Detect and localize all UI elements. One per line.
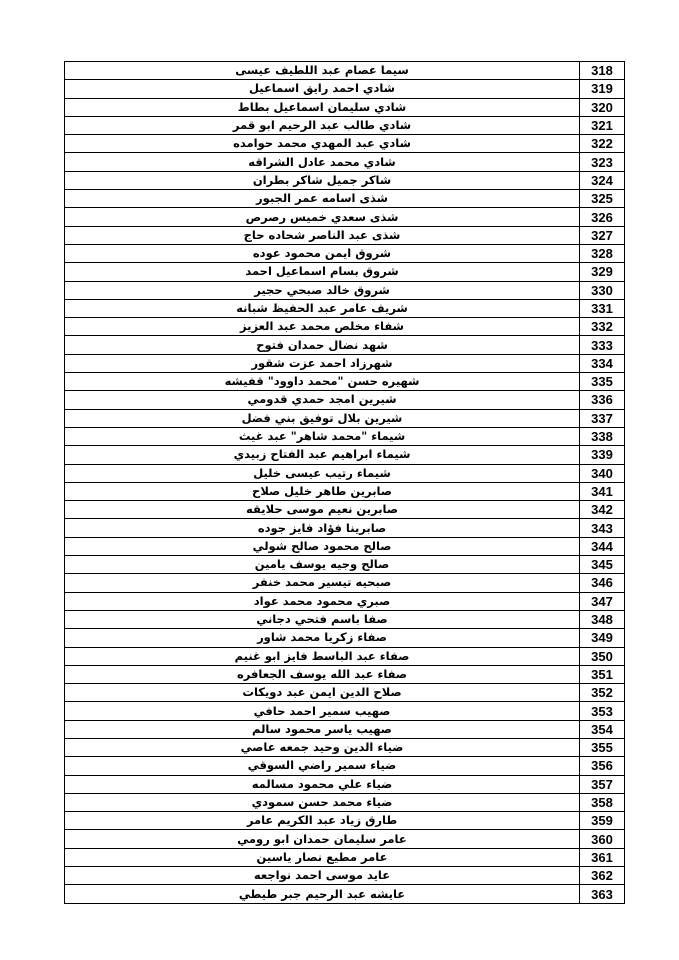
student-name-cell: عامر مطيع نصار ياسين	[65, 848, 580, 866]
student-name-cell: شذى عبد الناصر شحاده حاج	[65, 226, 580, 244]
student-name-cell: صفا باسم فتحي دجاني	[65, 610, 580, 628]
table-row	[65, 116, 625, 134]
row-number-cell: 344	[580, 537, 625, 555]
row-number-cell: 332	[580, 318, 625, 336]
student-name-cell: صهيب ياسر محمود سالم	[65, 720, 580, 738]
row-number-cell: 363	[580, 885, 625, 903]
table-body	[65, 62, 625, 904]
student-name-cell: ضياء علي محمود مسالمه	[65, 775, 580, 793]
student-name-cell: شادي محمد عادل الشراقه	[65, 153, 580, 171]
table-row	[65, 427, 625, 445]
student-name-cell: ضياء الدين وحيد جمعه عاصي	[65, 738, 580, 756]
student-name-cell: صبري محمود محمد عواد	[65, 592, 580, 610]
row-number-cell: 342	[580, 501, 625, 519]
row-number-cell: 327	[580, 226, 625, 244]
table-row	[65, 299, 625, 317]
student-name-cell: عايد موسى احمد نواجعه	[65, 867, 580, 885]
row-number-cell: 326	[580, 208, 625, 226]
student-name-cell: شيرين بلال توفيق بني فضل	[65, 409, 580, 427]
table-row	[65, 702, 625, 720]
row-number-cell: 323	[580, 153, 625, 171]
row-number-cell: 354	[580, 720, 625, 738]
table-row	[65, 519, 625, 537]
student-name-cell: عامر سليمان حمدان ابو رومي	[65, 830, 580, 848]
table-row	[65, 354, 625, 372]
table-row	[65, 830, 625, 848]
table-row	[65, 263, 625, 281]
table-row	[65, 848, 625, 866]
student-name-cell: شيماء ابراهيم عبد الفتاح زبيدي	[65, 446, 580, 464]
student-name-cell: شادي طالب عبد الرحيم ابو قمر	[65, 116, 580, 134]
table-row	[65, 574, 625, 592]
student-name-cell: صابرينا فؤاد فايز جوده	[65, 519, 580, 537]
student-name-cell: شادي سليمان اسماعيل بطاط	[65, 98, 580, 116]
table-row	[65, 775, 625, 793]
table-row	[65, 812, 625, 830]
row-number-cell: 322	[580, 135, 625, 153]
table-row	[65, 793, 625, 811]
table-row	[65, 720, 625, 738]
table-row	[65, 629, 625, 647]
student-name-cell: شروق خالد صبحي حجير	[65, 281, 580, 299]
student-name-cell: شاكر جميل شاكر بطران	[65, 171, 580, 189]
table-row	[65, 592, 625, 610]
student-name-cell: شريف عامر عبد الحفيظ شبانه	[65, 299, 580, 317]
row-number-cell: 343	[580, 519, 625, 537]
student-name-cell: شادي احمد رايق اسماعيل	[65, 80, 580, 98]
row-number-cell: 350	[580, 647, 625, 665]
table-row	[65, 98, 625, 116]
student-name-cell: صالح محمود صالح شولي	[65, 537, 580, 555]
row-number-cell: 337	[580, 409, 625, 427]
row-number-cell: 349	[580, 629, 625, 647]
student-name-cell: شيرين امجد حمدي قدومي	[65, 391, 580, 409]
table-row	[65, 318, 625, 336]
student-name-cell: شيماء "محمد شاهر" عبد غيث	[65, 427, 580, 445]
table-row	[65, 757, 625, 775]
table-row	[65, 244, 625, 262]
student-name-cell: صابرين طاهر خليل صلاح	[65, 482, 580, 500]
student-name-cell: شيماء رتيب عيسى خليل	[65, 464, 580, 482]
table-row	[65, 190, 625, 208]
row-number-cell: 331	[580, 299, 625, 317]
student-name-cell: شذى سعدي خميس رصرص	[65, 208, 580, 226]
table-row	[65, 482, 625, 500]
table-row	[65, 684, 625, 702]
student-name-cell: صفاء زكريا محمد شاور	[65, 629, 580, 647]
row-number-cell: 340	[580, 464, 625, 482]
student-name-cell: صلاح الدين ايمن عبد دويكات	[65, 684, 580, 702]
row-number-cell: 355	[580, 738, 625, 756]
table-row	[65, 610, 625, 628]
row-number-cell: 333	[580, 336, 625, 354]
table-row	[65, 373, 625, 391]
row-number-cell: 359	[580, 812, 625, 830]
student-name-cell: شذى اسامه عمر الجبور	[65, 190, 580, 208]
student-name-cell: شهد نضال حمدان فتوح	[65, 336, 580, 354]
table-row	[65, 281, 625, 299]
row-number-cell: 335	[580, 373, 625, 391]
row-number-cell: 362	[580, 867, 625, 885]
table-row	[65, 501, 625, 519]
student-name-cell: ضياء محمد حسن سمودي	[65, 793, 580, 811]
table-row	[65, 171, 625, 189]
row-number-cell: 319	[580, 80, 625, 98]
row-number-cell: 361	[580, 848, 625, 866]
student-name-cell: عايشه عبد الرحيم جبر طيطي	[65, 885, 580, 903]
student-name-cell: سيما عصام عبد اللطيف عيسى	[65, 62, 580, 80]
row-number-cell: 348	[580, 610, 625, 628]
student-name-cell: صهيب سمير احمد حافي	[65, 702, 580, 720]
row-number-cell: 324	[580, 171, 625, 189]
table-row	[65, 226, 625, 244]
row-number-cell: 338	[580, 427, 625, 445]
student-name-cell: صابرين نعيم موسى حلايقه	[65, 501, 580, 519]
student-name-cell: صالح وجيه يوسف يامين	[65, 556, 580, 574]
row-number-cell: 325	[580, 190, 625, 208]
student-name-cell: صبحيه تيسير محمد خنفر	[65, 574, 580, 592]
row-number-cell: 320	[580, 98, 625, 116]
student-name-cell: طارق زياد عبد الكريم عامر	[65, 812, 580, 830]
table-row	[65, 665, 625, 683]
student-name-cell: ضياء سمير راضي السوقي	[65, 757, 580, 775]
table-row	[65, 153, 625, 171]
row-number-cell: 357	[580, 775, 625, 793]
table-row	[65, 885, 625, 903]
table-row	[65, 62, 625, 80]
student-name-cell: شادي عبد المهدي محمد حوامده	[65, 135, 580, 153]
row-number-cell: 334	[580, 354, 625, 372]
names-table	[64, 61, 625, 904]
table-row	[65, 80, 625, 98]
student-name-cell: شهيره حسن "محمد داوود" قفيشه	[65, 373, 580, 391]
student-name-cell: صفاء عبد الله يوسف الجعافره	[65, 665, 580, 683]
table-row	[65, 409, 625, 427]
table-row	[65, 537, 625, 555]
student-name-cell: شروق بسام اسماعيل احمد	[65, 263, 580, 281]
table-row	[65, 738, 625, 756]
table-row	[65, 336, 625, 354]
table-row	[65, 647, 625, 665]
row-number-cell: 329	[580, 263, 625, 281]
table-row	[65, 208, 625, 226]
student-name-cell: شروق ايمن محمود عوده	[65, 244, 580, 262]
row-number-cell: 346	[580, 574, 625, 592]
row-number-cell: 347	[580, 592, 625, 610]
table-row	[65, 867, 625, 885]
row-number-cell: 321	[580, 116, 625, 134]
row-number-cell: 353	[580, 702, 625, 720]
student-name-cell: شهرزاد احمد عزت شقور	[65, 354, 580, 372]
student-name-cell: صفاء عبد الباسط فايز ابو غنيم	[65, 647, 580, 665]
row-number-cell: 330	[580, 281, 625, 299]
table-row	[65, 464, 625, 482]
row-number-cell: 345	[580, 556, 625, 574]
table-row	[65, 446, 625, 464]
row-number-cell: 360	[580, 830, 625, 848]
row-number-cell: 351	[580, 665, 625, 683]
row-number-cell: 352	[580, 684, 625, 702]
row-number-cell: 339	[580, 446, 625, 464]
row-number-cell: 341	[580, 482, 625, 500]
row-number-cell: 318	[580, 62, 625, 80]
table-row	[65, 391, 625, 409]
row-number-cell: 358	[580, 793, 625, 811]
student-name-cell: شفاء مخلص محمد عبد العزيز	[65, 318, 580, 336]
row-number-cell: 356	[580, 757, 625, 775]
row-number-cell: 328	[580, 244, 625, 262]
table-row	[65, 556, 625, 574]
table-row	[65, 135, 625, 153]
row-number-cell: 336	[580, 391, 625, 409]
